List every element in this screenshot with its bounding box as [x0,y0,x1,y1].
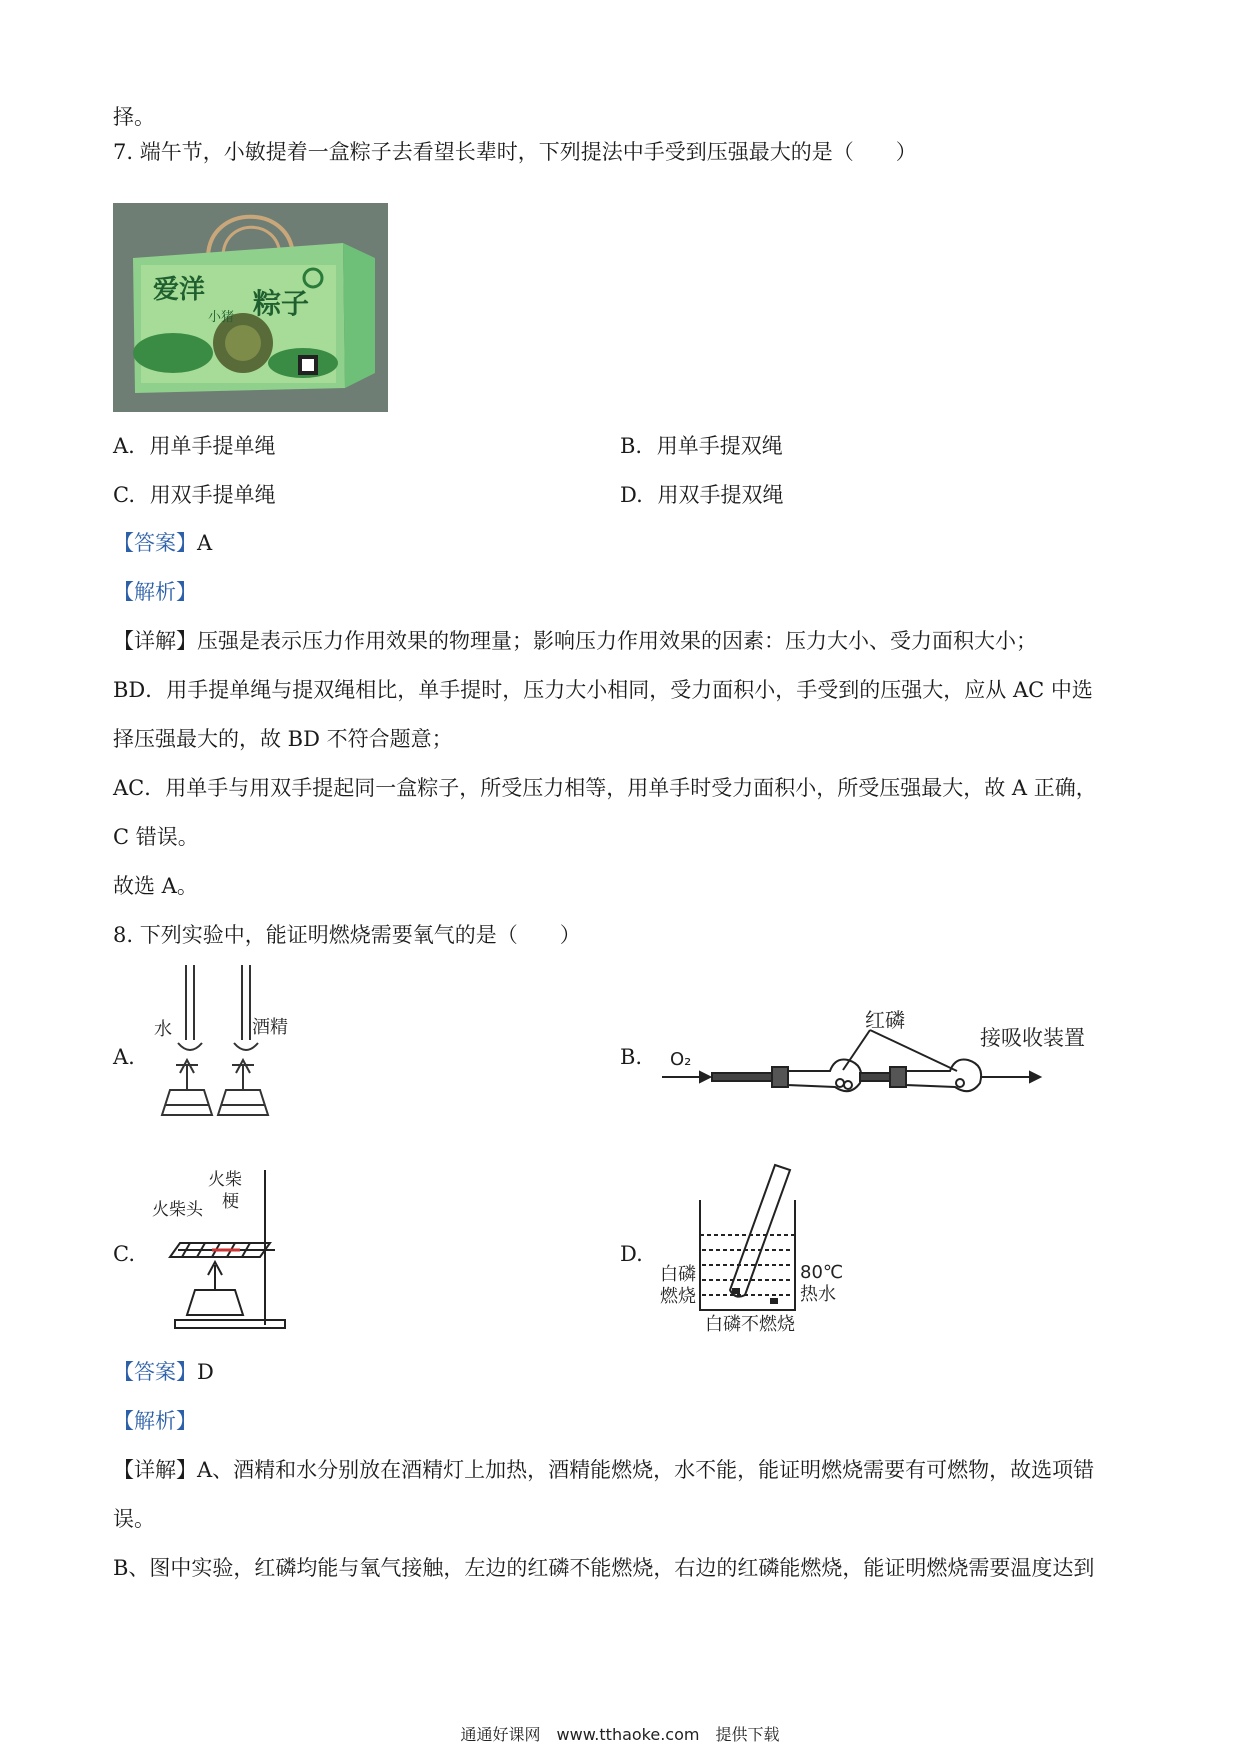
q8-option-b-letter: B. [620,1045,643,1069]
q7-detail-line-6: 故选 A。 [113,874,198,898]
option-letter: B. [620,434,643,458]
figure-red-phosphorus-tube [660,1005,1100,1115]
q8-detail-line-2: 误。 [113,1507,155,1531]
label-alcohol: 酒精 [252,1017,288,1038]
detail-text: 压强是表示压力作用效果的物理量；影响压力作用效果的因素：压力大小、受力面积大小； [197,629,1037,653]
figure-white-phosphorus-beaker [660,1160,900,1335]
label-white-p-not-burn: 白磷不燃烧 [705,1314,795,1335]
answer-tag: 【答案】 [113,1360,197,1384]
q8-answer [113,1358,214,1386]
figure-alcohol-lamps [150,965,330,1145]
zongzi-gift-box-image [113,203,388,412]
q7-option-d [620,481,783,509]
label-oxygen: O₂ [670,1049,692,1070]
label-red-phosphorus: 红磷 [865,1008,905,1032]
label-water: 水 [154,1019,172,1040]
q8-option-d-letter: D. [620,1242,643,1266]
q7-answer [113,529,212,557]
q7-stem: 7. 端午节，小敏提着一盒粽子去看望长辈时，下列提法中手受到压强最大的是（ ） [113,140,917,164]
option-text: 用双手提双绳 [657,483,784,507]
label-white-p-burn: 燃烧 [660,1286,696,1307]
q8-option-a-letter: A. [113,1045,135,1069]
q7-detail-line-4: AC．用单手与用双手提起同一盒粽子，所受压力相等，用单手时受力面积小，所受压强最大，故 A 正确， [113,776,1097,800]
label-temperature: 80℃ [800,1262,844,1283]
q8-analysis-tag: 【解析】 [113,1409,197,1433]
option-text: 用双手提单绳 [149,483,276,507]
label-hot-water: 热水 [800,1284,836,1305]
q7-detail-line-5: C 错误。 [113,825,199,849]
detail-tag: 【详解】 [113,629,197,653]
q7-detail-line-1 [113,627,1037,655]
detail-tag: 【详解】 [113,1458,197,1482]
option-letter: A. [113,434,135,458]
option-letter: D. [620,483,643,507]
q8-option-c-letter: C. [113,1242,135,1266]
q8-detail-line-3: B、图中实验，红磷均能与氧气接触，左边的红磷不能燃烧，右边的红磷能燃烧，能证明燃烧需要温度达到 [113,1556,1095,1580]
answer-tag: 【答案】 [113,531,197,555]
label-matchstick: 火柴 [208,1170,242,1190]
page-footer: 通通好课网 www.tthaoke.com 提供下载 [460,1725,780,1744]
answer-value: A [197,531,213,555]
label-matchstick-2: 梗 [222,1192,239,1212]
box-title-text: 粽子 [253,287,310,320]
label-white-p-1: 白磷 [660,1264,696,1285]
box-brand-small-text: 小猪 [208,310,235,325]
q7-detail-line-3: 择压强最大的，故 BD 不符合题意； [113,727,453,751]
q8-stem: 8. 下列实验中，能证明燃烧需要氧气的是（ ） [113,923,581,947]
q8-detail-line-1 [113,1456,1094,1484]
option-letter: C. [113,483,135,507]
q7-option-a [113,432,276,460]
q7-analysis-tag: 【解析】 [113,580,197,604]
q7-option-c [113,481,276,509]
q7-detail-line-2: BD．用手提单绳与提双绳相比，单手提时，压力大小相同，受力面积小，手受到的压强大，应从 AC 中选 [113,678,1093,702]
option-text: 用单手提双绳 [656,434,783,458]
figure-match-on-gauze [150,1165,300,1330]
q7-option-b [620,432,783,460]
option-text: 用单手提单绳 [149,434,276,458]
label-absorber: 接吸收装置 [980,1026,1085,1050]
label-match-head: 火柴头 [152,1200,203,1220]
previous-text-tail: 择。 [113,105,155,129]
detail-text: A、酒精和水分别放在酒精灯上加热，酒精能燃烧，水不能，能证明燃烧需要有可燃物，故选项错 [197,1458,1095,1482]
answer-value: D [197,1360,214,1384]
box-brand-text: 爱洋 [153,275,206,305]
